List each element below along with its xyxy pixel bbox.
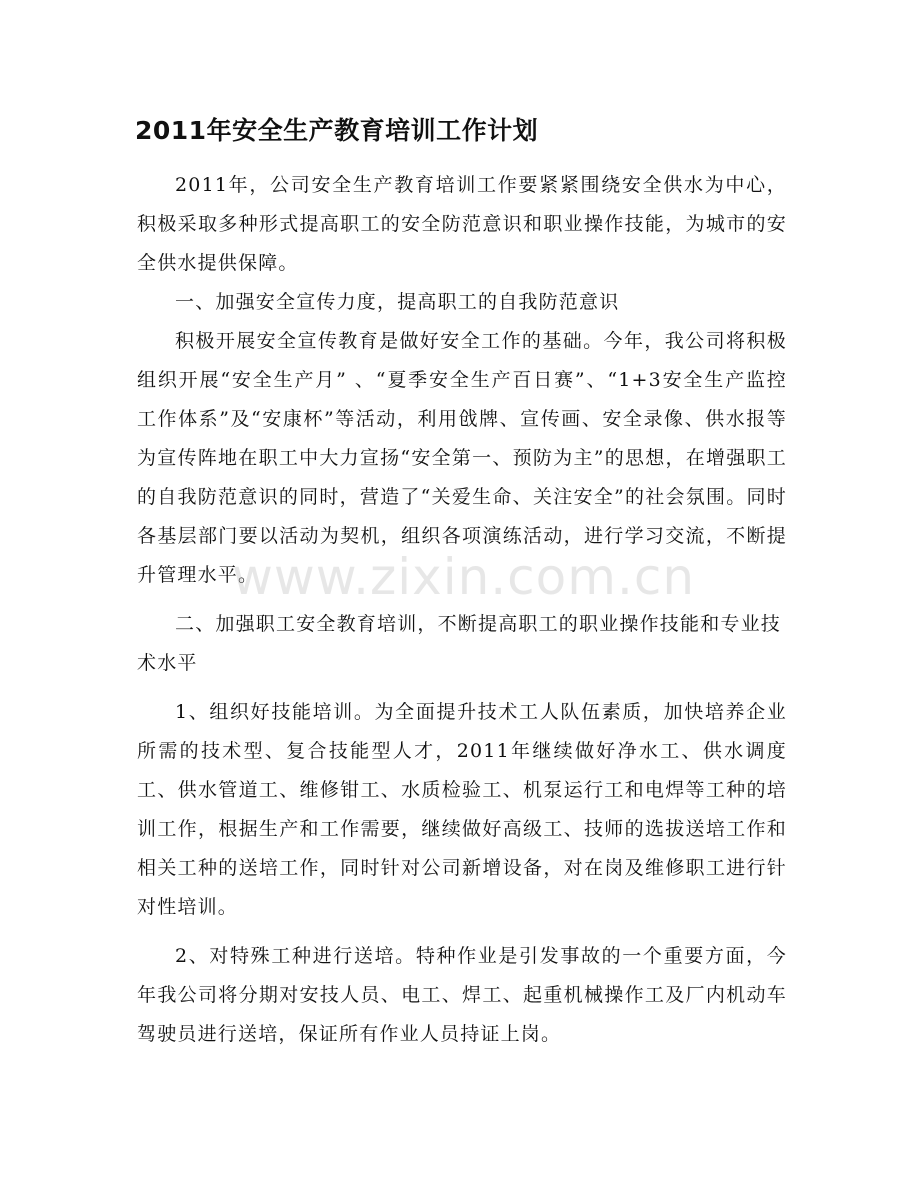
section-1-heading: 一、加强安全宣传力度，提高职工的自我防范意识 bbox=[175, 291, 620, 313]
section-1-paragraph: 积极开展安全宣传教育是做好安全工作的基础。今年，我公司将积极组织开展“安全生产月” 、“夏季安全生产百日赛”、“1+3安全生产监控工作体系”及“安康杯”等活动，利用戗牌、宣传画、安全录像、供水报等为宣传阵地在职工中大力宣扬“安全第一、预防为主”的思想，在增强职工的自我防范意识的同时，营造了“关爱生命、关注安全”的社会氛围。同时各基层部门要以活动为契机，组织各项演练活动，进行学习交流，不断提升管理水平。 bbox=[137, 330, 787, 586]
watermark: www.zixin.com.cn bbox=[232, 548, 696, 606]
section-2-item-2: 2、对特殊工种进行送培。特种作业是引发事故的一个重要方面，今年我公司将分期对安技人员、电工、焊工、起重机械操作工及厂内机动车驾驶员进行送培，保证所有作业人员持证上岗。 bbox=[137, 945, 787, 1045]
section-gap bbox=[137, 595, 787, 605]
document-body bbox=[137, 166, 787, 1054]
intro-paragraph: 2011年，公司安全生产教育培训工作要紧紧围绕安全供水为中心，积极采取多种形式提高职工的安全防范意识和职业操作技能，为城市的安全供水提供保障。 bbox=[137, 174, 787, 274]
section-gap bbox=[137, 683, 787, 693]
document-title: 2011年安全生产教育培训工作计划 bbox=[135, 116, 539, 145]
section-2-heading: 二、加强职工安全教育培训，不断提高职工的职业操作技能和专业技术水平 bbox=[137, 613, 782, 674]
section-2-item-1: 1、组织好技能培训。为全面提升技术工人队伍素质，加快培养企业所需的技术型、复合技能型人才，2011年继续做好净水工、供水调度工、供水管道工、维修钳工、水质检验工、机泵运行工和电焊等工种的培训工作，根据生产和工作需要，继续做好高级工、技师的选拔送培工作和相关工种的送培工作，同时针对公司新增设备，对在岗及维修职工进行针对性培训。 bbox=[137, 701, 787, 918]
section-gap bbox=[137, 927, 787, 937]
